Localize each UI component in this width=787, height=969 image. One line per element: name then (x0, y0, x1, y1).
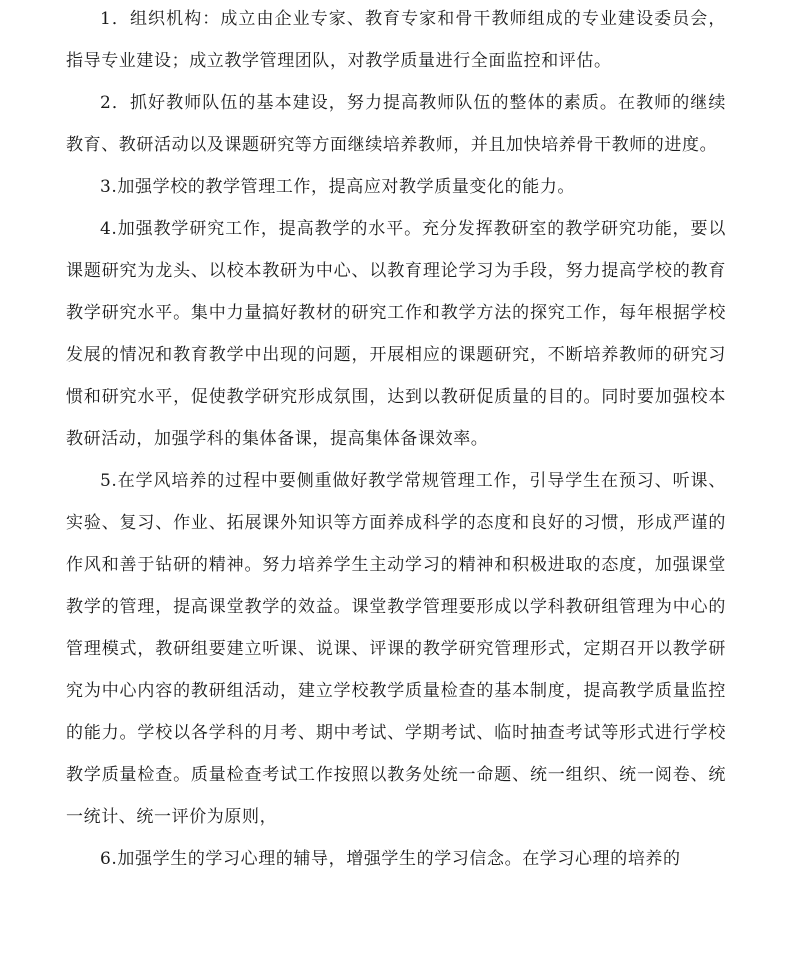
paragraph-6: 6.加强学生的学习心理的辅导，增强学生的学习信念。在学习心理的培养的 (100, 849, 681, 869)
paragraph-4: 4.加强教学研究工作，提高教学的水平。充分发挥教研室的教学研究功能，要以课题研究为龙头、以校本教研为中心、以教育理论学习为手段，努力提高学校的教育教学研究水平。集中力量搞好教材的研究工作和教学方法的探究工作，每年根据学校发展的情况和教育教学中出现的问题，开展相应的课题研究，不断培养教师的研究习惯和研究水平，促使教学研究形成氛围，达到以教研促质量的目的。同时要加强校本教研活动，加强学科的集体备课，提高集体备课效率。 (66, 219, 726, 449)
paragraph-2: 2．抓好教师队伍的基本建设，努力提高教师队伍的整体的素质。在教师的继续教育、教研活动以及课题研究等方面继续培养教师，并且加快培养骨干教师的进度。 (66, 93, 726, 155)
document-page (66, 0, 726, 969)
paragraph-5: 5.在学风培养的过程中要侧重做好教学常规管理工作，引导学生在预习、听课、实验、复习、作业、拓展课外知识等方面养成科学的态度和良好的习惯，形成严谨的作风和善于钻研的精神。努力培养学生主动学习的精神和积极进取的态度，加强课堂教学的管理，提高课堂教学的效益。课堂教学管理要形成以学科教研组管理为中心的管理模式，教研组要建立听课、说课、评课的教学研究管理形式，定期召开以教学研究为中心内容的教研组活动，建立学校教学质量检查的基本制度，提高教学质量监控的能力。学校以各学科的月考、期中考试、学期考试、临时抽查考试等形式进行学校教学质量检查。质量检查考试工作按照以教务处统一命题、统一组织、统一阅卷、统一统计、统一评价为原则， (66, 471, 726, 827)
paragraph-3: 3.加强学校的教学管理工作，提高应对教学质量变化的能力。 (100, 177, 576, 197)
paragraph-1: 1．组织机构：成立由企业专家、教育专家和骨干教师组成的专业建设委员会，指导专业建设；成立教学管理团队，对教学质量进行全面监控和评估。 (66, 9, 726, 71)
